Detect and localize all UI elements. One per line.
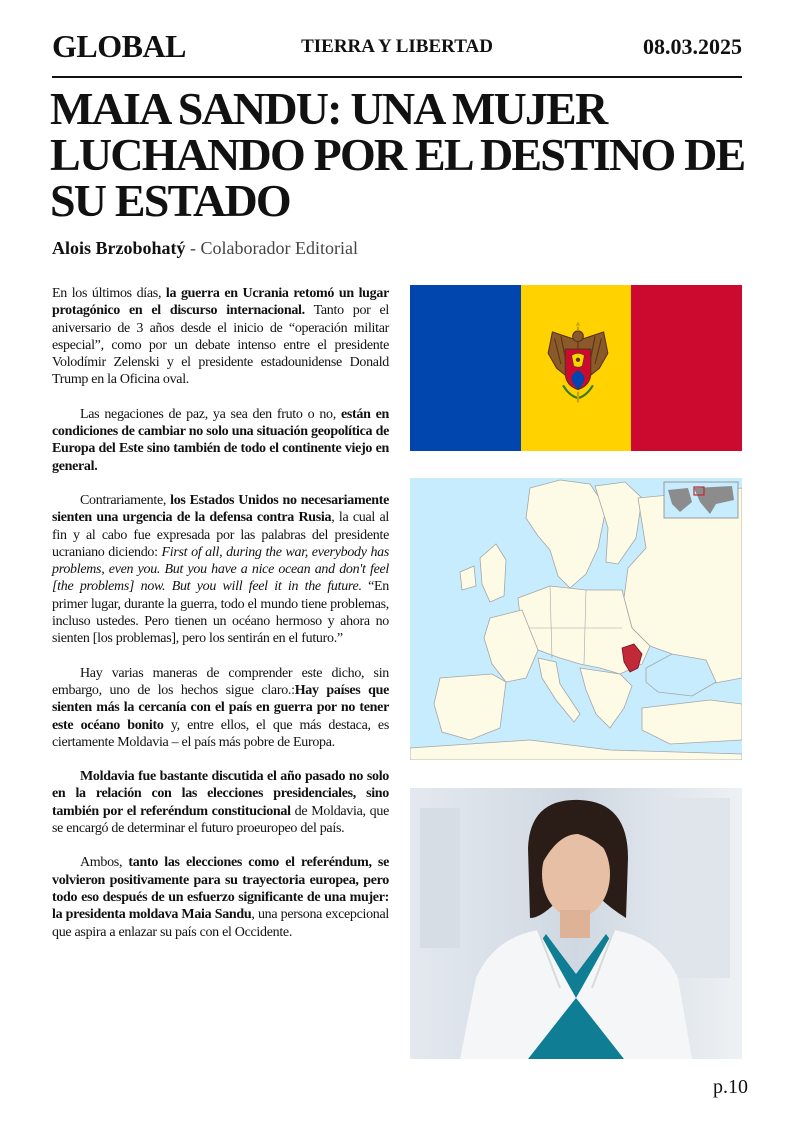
p3-bold: los Estados Unidos no necesariamente sienten una urgencia de la defensa contra Rusia xyxy=(52,492,390,526)
p2-text: Las negaciones de paz, ya sea den fruto o no, xyxy=(80,406,341,422)
maia-sandu-photo xyxy=(410,788,742,1059)
p6-text: Ambos, xyxy=(80,855,129,871)
p5-bold: Moldavia fue bastante discutida el año pasado no solo en la relación con las elecciones presidenciales, sino también por el referéndum constitucional xyxy=(52,769,389,819)
europe-map-image xyxy=(410,478,742,760)
moldova-flag-image xyxy=(410,285,742,451)
paragraph-2 xyxy=(52,406,389,475)
p1-text: En los últimos días, xyxy=(52,286,166,301)
article-body xyxy=(52,285,389,958)
publication-name: TIERRA Y LIBERTAD xyxy=(301,36,493,57)
headline: MAIA SANDU: UNA MUJER LUCHANDO POR EL DESTINO DE SU ESTADO xyxy=(50,83,745,226)
p4-text: Hay varias maneras de comprender este dicho, sin embargo, uno de los hechos sigue claro.: xyxy=(52,665,389,698)
p3-text: Contrariamente, xyxy=(80,492,171,508)
p2-bold: están en condiciones de cambiar no solo una situación geopolítica de Europa del Este sino también de todo el continente viejo en general. xyxy=(52,406,389,474)
p6-bold: tanto las elecciones como el referéndum, se volvieron positivamente para su trayectoria europea, pero todo eso después de un esfuerzo significante de una mujer: la presidenta moldava Maia Sandu xyxy=(52,855,389,923)
byline xyxy=(52,238,358,259)
coat-of-arms-icon xyxy=(546,321,610,407)
author-name: Alois Brzobohatý xyxy=(52,238,186,258)
p3-text-2: , la cual al fin y al cabo fue expresada por las palabras del presidente ucraniano diciendo: xyxy=(52,510,389,560)
p3-quote: First of all, during the war, everybody has problems, even you. But you have a nice ocean and don't feel [the problems] now. But you will feel it in the future. xyxy=(52,544,389,595)
section-label: GLOBAL xyxy=(52,28,186,64)
header-rule xyxy=(52,76,742,78)
issue-date: 08.03.2025 xyxy=(643,34,742,59)
flag-blue-stripe xyxy=(410,285,521,451)
paragraph-6 xyxy=(52,854,389,940)
paragraph-5 xyxy=(52,768,389,837)
p4-bold: Hay países que sienten más la cercanía con el país en guerra por no tener este océano bonito xyxy=(52,682,390,733)
flag-red-stripe xyxy=(631,285,742,451)
page-number: p.10 xyxy=(713,1076,748,1098)
author-role: - Colaborador Editorial xyxy=(185,238,358,258)
paragraph-4 xyxy=(52,665,389,751)
p4-text-2: y, entre ellos, el que más destaca, es ciertamente Moldavia – el país más pobre de Europa. xyxy=(52,717,389,750)
p6-text-2: , una persona excepcional que aspira a enlazar su país con el Occidente. xyxy=(52,907,390,940)
paragraph-3 xyxy=(52,492,389,648)
flag-yellow-stripe xyxy=(521,285,632,451)
p1-text-2: Tanto por el aniversario de 3 años desde el inicio de “operación militar especial”, como por un debate intenso entre el presidente Volodímir Zelenski y el presidente estadounidense Donald Trump en la Oficina oval. xyxy=(52,303,389,388)
paragraph-1 xyxy=(52,285,389,389)
p1-bold: la guerra en Ucrania retomó un lugar protagónico en el discurso internacional. xyxy=(52,286,389,319)
p5-text: de Moldavia, que se encargó de determinar el futuro proeuropeo del país. xyxy=(52,803,390,837)
p3-text-3: “En primer lugar, durante la guerra, todo el mundo tiene problemas, incluso ustedes. Pero tienen un océano hermoso y ahora no sienten [los problemas], pero los sentirán en el futuro.” xyxy=(52,579,389,647)
